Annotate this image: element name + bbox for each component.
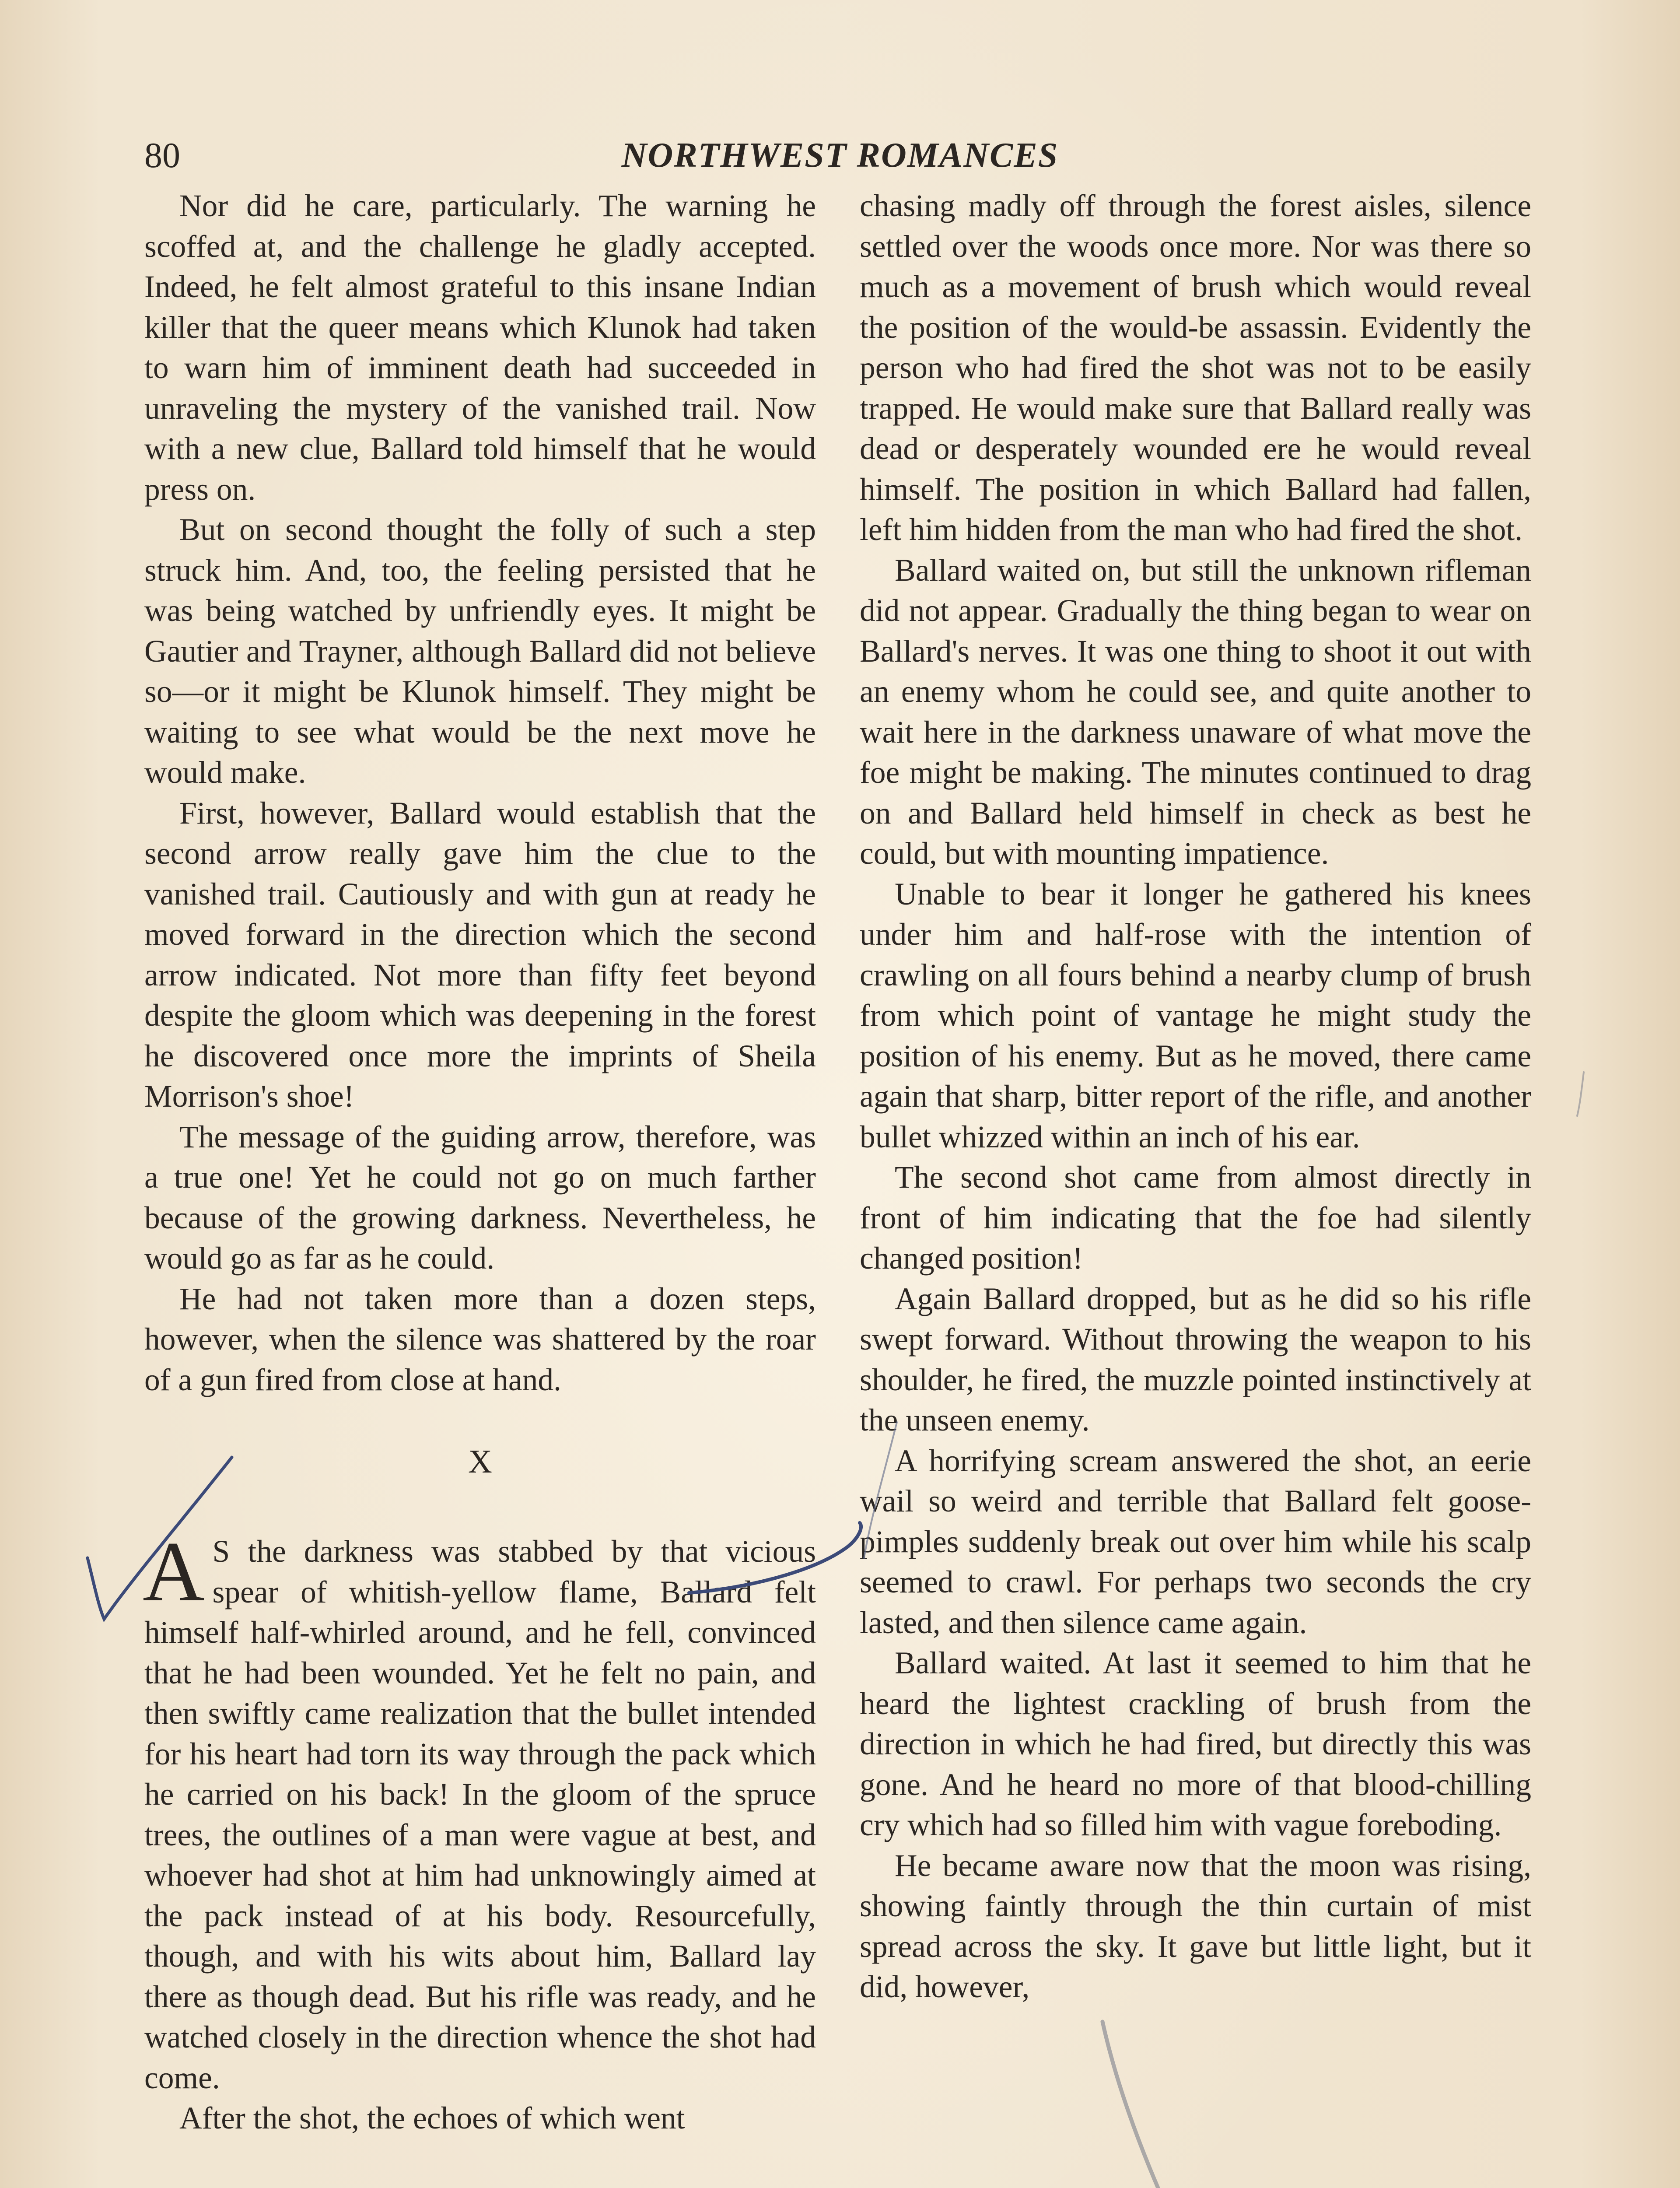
paragraph: The second shot came from almost directly in front of him indicating that the foe had silently changed position! (860, 1160, 1531, 1276)
paragraph: But on second thought the folly of such a step struck him. And, too, the feeling persisted that he was being watched by unfriendly eyes. It might be Gautier and Trayner, although Ballard did not believe so—or it might be Klunok himself. They might be waiting to see what would be the next move he would make. (144, 512, 816, 790)
paragraph: After the shot, the echoes of which went (179, 2101, 685, 2135)
paragraph: Again Ballard dropped, but as he did so his rifle swept forward. Without throwing the weapon to his shoulder, he fired, the muzzle pointed instinctively at the unseen enemy. (860, 1281, 1531, 1438)
paragraph: Ballard waited on, but still the unknown rifleman did not appear. Gradually the thing began to wear on Ballard's nerves. It was one thing to shoot it out with an enemy whom he could see, and quite another to wait here in the darkness unaware of what move the foe might be making. The minutes continued to drag on and Ballard held himself in check as best he could, but with mounting impatience. (860, 553, 1531, 871)
drop-cap-paragraph-text: S the darkness was stabbed by that vicious spear of whitish-yellow flame, Ballard felt himself half-whirled around, and he fell, convinced that he had been wounded. Yet he felt no pain, and then swiftly came realization that the bullet intended for his heart had torn its way through the pack which he carried on his back! In the gloom of the spruce trees, the outlines of a man were vague at best, and whoever had shot at him had unknowingly aimed at the pack instead of at his body. Resourcefully, though, and with his wits about him, Ballard lay there as though dead. But his rifle was ready, and he watched closely in the direction whence the shot had come. (144, 1534, 816, 2095)
left-column (144, 186, 816, 2139)
paragraph: Ballard waited. At last it seemed to him that he heard the lightest crackling of brush from the direction in which he had fired, but directly this was gone. And he heard no more of that blood-chilling cry which had so filled him with vague foreboding. (860, 1646, 1531, 1842)
paragraph: He had not taken more than a dozen steps, however, when the silence was shattered by the roar of a gun fired from close at hand. (144, 1281, 816, 1397)
right-column (860, 186, 1531, 2008)
paragraph: A horrifying scream answered the shot, an eerie wail so weird and terrible that Ballard felt goose-pimples suddenly break out over him while his scalp seemed to crawl. For perhaps two seconds the cry lasted, and then silence came again. (860, 1443, 1531, 1640)
chapter-heading: X (468, 1443, 492, 1480)
paragraph: The message of the guiding arrow, therefore, was a true one! Yet he could not go on much farther because of the growing darkness. Nevertheless, he would go as far as he could. (144, 1119, 816, 1276)
magazine-title: NORTHWEST ROMANCES (621, 136, 1059, 175)
drop-cap: A (143, 1524, 205, 1619)
pencil-tick-margin (1577, 1072, 1584, 1116)
continued-paragraph: chasing madly off through the forest aisles, silence settled over the woods once more. Nor was there so much as a movement of brush which would reveal the position of the would-be assassin. Evidently the person who had fired the shot was not to be easily trapped. He would make sure that Ballard really was dead or desperately wounded ere he would reveal himself. The position in which Ballard had fallen, left him hidden from the man who had fired the shot. (860, 189, 1531, 547)
paragraph: Unable to bear it longer he gathered his knees under him and half-rose with the intention of crawling on all fours behind a nearby clump of brush from which point of vantage he might study the position of his enemy. But as he moved, there came again that sharp, bitter report of the rifle, and another bullet whizzed within an inch of his ear. (860, 877, 1531, 1154)
running-head (144, 131, 1536, 179)
paragraph: He became aware now that the moon was rising, showing faintly through the thin curtain of mist spread across the sky. It gave but little light, but it did, however, (860, 1848, 1531, 2004)
pencil-stroke-right-lower (1102, 2022, 1228, 2188)
drop-cap-paragraph (143, 1524, 816, 2098)
page-number: 80 (144, 135, 180, 175)
paragraph: First, however, Ballard would establish that the second arrow really gave him the clue to the vanished trail. Cautiously and with gun at ready he moved forward in the direction which the second arrow indicated. Not more than fifty feet beyond despite the gloom which was deepening in the forest he discovered once more the imprints of Sheila Morrison's shoe! (144, 796, 816, 1114)
paragraph: Nor did he care, particularly. The warning he scoffed at, and the challenge he gladly accepted. Indeed, he felt almost grateful to this insane Indian killer that the queer means which Klunok had taken to warn him of imminent death had succeeded in unraveling the mystery of the vanished trail. Now with a new clue, Ballard told himself that he would press on. (144, 189, 816, 507)
